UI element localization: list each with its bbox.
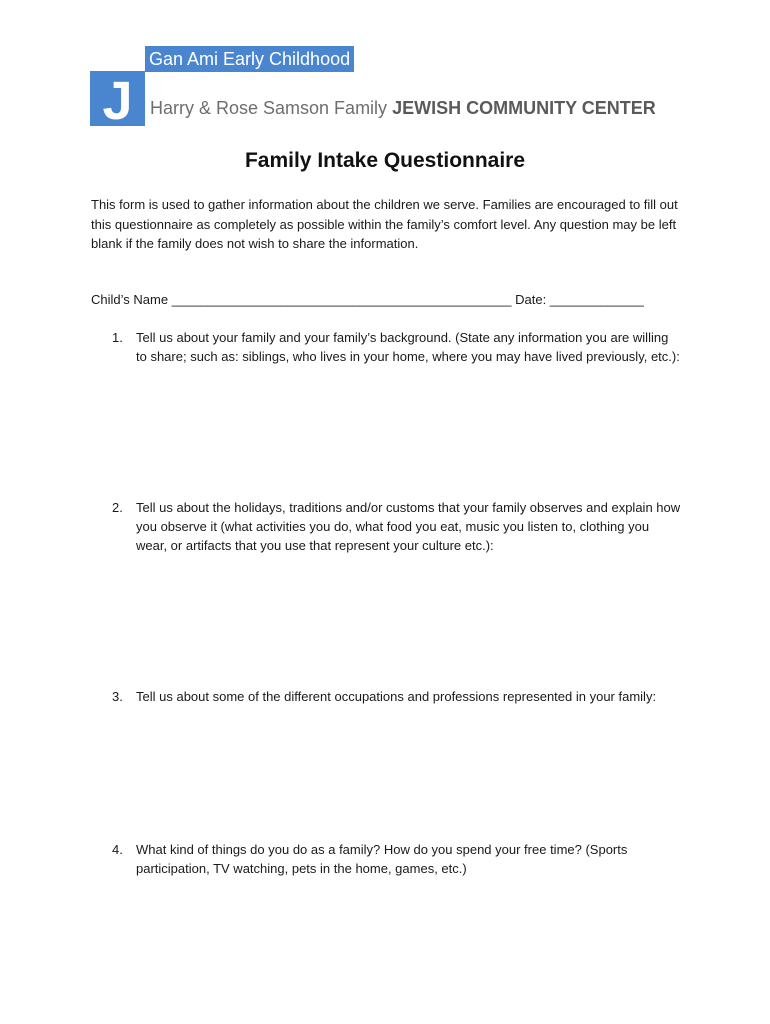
organization-name-bold: JEWISH COMMUNITY CENTER — [392, 98, 656, 118]
form-intro: This form is used to gather information about the children we serve. Families are encouraged to fill out this questionnaire as completely as possible within the family’s comfort level. Any question may be left blank if the family does not wish to share the information. — [91, 197, 678, 251]
question-number: 4. — [112, 842, 123, 857]
organization-name-regular: Harry & Rose Samson Family — [150, 98, 388, 118]
question-number: 2. — [112, 500, 123, 515]
question-1 — [112, 328, 682, 366]
question-number: 3. — [112, 689, 123, 704]
question-text: Tell us about some of the different occupations and professions represented in your family: — [136, 689, 657, 704]
jcc-j-logo-mark — [90, 71, 145, 126]
question-number: 1. — [112, 330, 123, 345]
child-name-field[interactable]: _______________________________________________ — [171, 292, 512, 307]
logo-letter: J — [102, 71, 133, 126]
question-3 — [112, 687, 682, 706]
subbrand-banner: Gan Ami Early Childhood — [145, 46, 354, 72]
question-text: What kind of things do you do as a family? How do you spend your free time? (Sports participation, TV watching, pets in the home, games, etc.) — [136, 842, 628, 876]
child-name-label: Child’s Name — [91, 292, 169, 307]
question-2 — [112, 498, 682, 555]
jcc-logo — [0, 0, 770, 140]
date-field[interactable]: _____________ — [549, 292, 644, 307]
question-4 — [112, 840, 682, 878]
question-text: Tell us about your family and your family’s background. (State any information you are willing to share; such as: siblings, who lives in your home, where you may have lived previously, etc.): — [136, 330, 680, 364]
form-title: Family Intake Questionnaire — [244, 149, 526, 172]
question-text: Tell us about the holidays, traditions and/or customs that your family observes and explain how you observe it (what activities you do, what food you eat, music you listen to, clothing you wear, or artifacts that you use that represent your culture etc.): — [136, 500, 681, 553]
child-name-date-row — [91, 290, 691, 309]
date-label: Date: — [515, 292, 547, 307]
organization-name — [150, 96, 656, 120]
